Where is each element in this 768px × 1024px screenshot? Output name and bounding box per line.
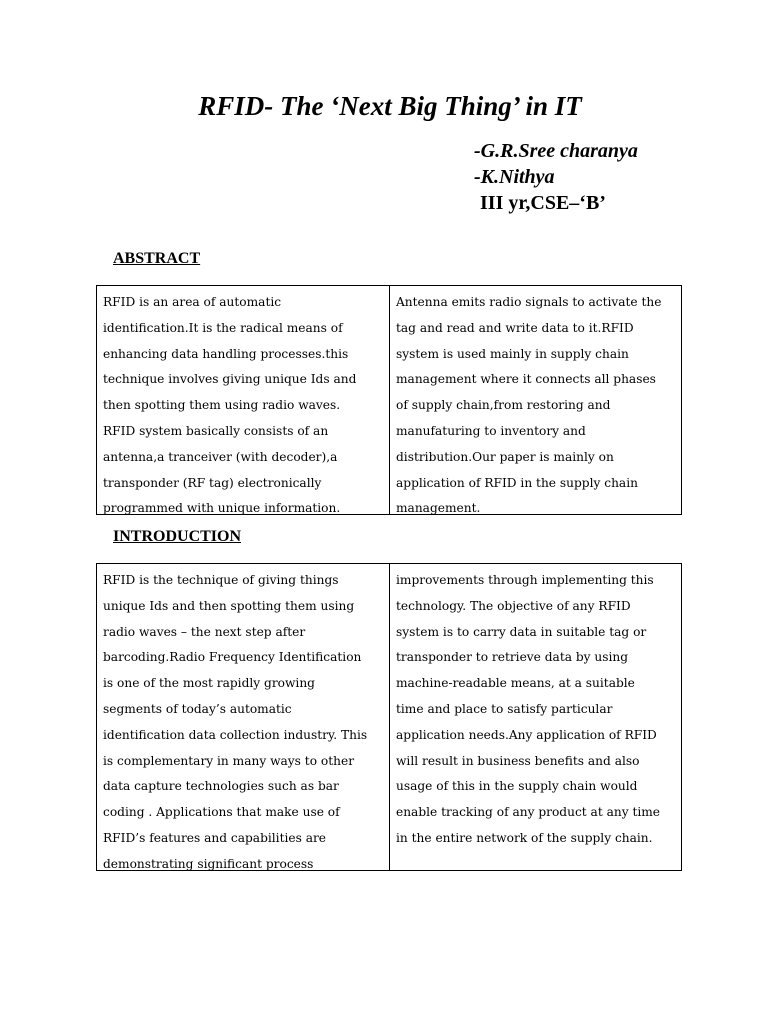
abstract-line: programmed with unique information. [103,501,341,516]
abstract-line: application of RFID in the supply chain [396,475,638,490]
class-info: III yr,CSE–‘B’ [480,192,606,214]
author-name: -G.R.Sree charanya [474,140,638,162]
introduction-line: segments of today’s automatic [103,701,292,716]
abstract-line: of supply chain,from restoring and [396,398,611,413]
introduction-line: technology. The objective of any RFID [396,598,631,613]
abstract-line: technique involves giving unique Ids and [103,372,357,387]
introduction-line: demonstrating significant process [103,856,314,871]
introduction-line: identification data collection industry. This [103,727,368,742]
author-name: -K.Nithya [474,166,555,188]
abstract-heading: ABSTRACT [113,250,201,267]
abstract-line: Antenna emits radio signals to activate the [396,295,662,309]
abstract-line: system is used mainly in supply chain [396,346,629,361]
introduction-line: will result in business benefits and also [396,753,640,768]
abstract-line: enhancing data handling processes.this [103,346,349,361]
abstract-left-column [97,286,390,514]
introduction-line: RFID’s features and capabilities are [103,830,327,845]
introduction-line: is one of the most rapidly growing [103,676,315,691]
introduction-line: barcoding.Radio Frequency Identification [103,650,362,665]
introduction-line: system is to carry data in suitable tag or [396,624,647,639]
introduction-line: unique Ids and then spotting them using [103,598,355,613]
abstract-line: management where it connects all phases [396,372,656,387]
introduction-line: RFID is the technique of giving things [103,573,339,587]
introduction-line: application needs.Any application of RFID [396,727,657,742]
abstract-table [96,285,682,515]
abstract-right-column [390,286,681,514]
abstract-line: then spotting them using radio waves. [103,398,341,413]
introduction-line: in the entire network of the supply chain. [396,830,653,845]
abstract-line: management. [396,501,481,516]
abstract-line: RFID is an area of automatic [103,295,282,309]
author-block [474,138,638,216]
introduction-line: data capture technologies such as bar [103,779,339,794]
introduction-line: is complementary in many ways to other [103,753,355,768]
introduction-line: improvements through implementing this [396,573,654,587]
abstract-line: identification.It is the radical means of [103,320,343,335]
document-title: RFID- The ‘Next Big Thing’ in IT [198,91,582,121]
introduction-line: enable tracking of any product at any time [396,805,661,820]
abstract-line: distribution.Our paper is mainly on [396,449,614,464]
abstract-line: transponder (RF tag) electronically [103,475,322,490]
introduction-line: machine-readable means, at a suitable [396,676,635,691]
abstract-line: antenna,a tranceiver (with decoder),a [103,449,338,464]
introduction-table [96,563,682,871]
introduction-line: radio waves – the next step after [103,624,306,639]
introduction-line: transponder to retrieve data by using [396,650,629,665]
abstract-line: RFID system basically consists of an [103,423,329,438]
introduction-heading: INTRODUCTION [113,528,242,545]
introduction-line: time and place to satisfy particular [396,701,613,716]
introduction-line: usage of this in the supply chain would [396,779,638,794]
abstract-line: manufaturing to inventory and [396,423,586,438]
introduction-right-column [390,564,681,870]
abstract-line: tag and read and write data to it.RFID [396,320,634,335]
introduction-left-column [97,564,390,870]
introduction-line: coding . Applications that make use of [103,805,340,820]
